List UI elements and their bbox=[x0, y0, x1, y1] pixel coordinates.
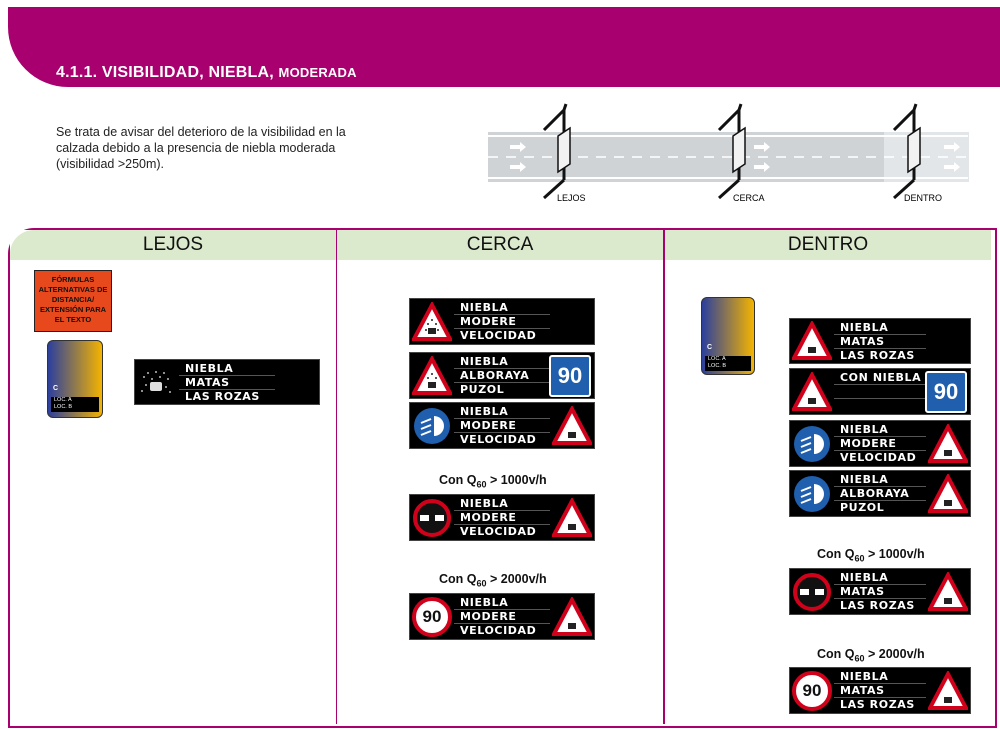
gradient-location-sign bbox=[47, 340, 103, 418]
vms-lejos bbox=[134, 359, 320, 405]
vms-line: NIEBLA bbox=[454, 355, 550, 369]
speed-info-sign: 90 bbox=[548, 353, 592, 398]
vms-dentro-4 bbox=[789, 470, 971, 517]
fog-lights-icon bbox=[790, 471, 834, 516]
vms-cerca-1 bbox=[409, 298, 595, 345]
vms-line: NIEBLA bbox=[834, 321, 926, 335]
vms-dentro-1 bbox=[789, 318, 971, 364]
fog-warning-icon bbox=[926, 569, 970, 614]
vms-line: LAS ROZAS bbox=[840, 349, 915, 362]
fog-warning-icon bbox=[790, 319, 834, 363]
fog-warning-icon bbox=[926, 471, 970, 516]
fog-warning-icon bbox=[550, 403, 594, 448]
vms-line: MODERE bbox=[454, 419, 550, 433]
vms-line: NIEBLA bbox=[454, 596, 550, 610]
vms-line: NIEBLA bbox=[834, 423, 926, 437]
vms-line: VELOCIDAD bbox=[460, 624, 537, 637]
fog-lights-icon bbox=[790, 421, 834, 466]
sign-letter: C bbox=[53, 385, 59, 392]
vms-cerca-4 bbox=[409, 494, 595, 541]
loc-b: LOC. B bbox=[54, 404, 73, 410]
vms-line: ALBORAYA bbox=[454, 369, 550, 383]
vms-line: MODERE bbox=[454, 315, 550, 329]
intro-text: Se trata de avisar del deterioro de la visibilidad en la calzada debido a la presencia de niebla moderada (visibilidad >250m). bbox=[56, 125, 346, 171]
speed-info-sign: 90 bbox=[924, 369, 968, 414]
loc-a: LOC. A bbox=[708, 356, 726, 362]
fog-warning-icon bbox=[410, 299, 454, 344]
traffic-threshold-label: Con $Q_{60} > 2000v/h$ bbox=[817, 647, 925, 664]
fog-warning-icon bbox=[550, 594, 594, 639]
vms-line: NIEBLA bbox=[834, 571, 926, 585]
fog-warning-icon bbox=[926, 421, 970, 466]
vms-line: MATAS bbox=[179, 376, 275, 390]
traffic-threshold-label: Con $Q_{60} > 1000v/h$ bbox=[817, 547, 925, 564]
vms-line: MATAS bbox=[834, 585, 926, 599]
vms-line: NIEBLA bbox=[179, 362, 275, 376]
fog-warning-icon bbox=[926, 668, 970, 713]
vms-line: MATAS bbox=[834, 684, 926, 698]
vms-line: NIEBLA bbox=[834, 473, 926, 487]
fog-warning-icon bbox=[550, 495, 594, 540]
vms-cerca-3 bbox=[409, 402, 595, 449]
diagram-label-dentro: DENTRO bbox=[904, 193, 942, 203]
title-main: 4.1.1. VISIBILIDAD, NIEBLA, bbox=[56, 64, 274, 81]
vms-line: LAS ROZAS bbox=[840, 599, 915, 612]
loc-strip bbox=[51, 397, 99, 412]
vms-cerca-5 bbox=[409, 593, 595, 640]
panel-title-lejos: LEJOS bbox=[10, 230, 336, 260]
vms-line: LAS ROZAS bbox=[185, 390, 260, 403]
loc-b: LOC. B bbox=[708, 363, 727, 369]
vms-dentro-6 bbox=[789, 667, 971, 714]
panel-title-dentro: DENTRO bbox=[665, 230, 991, 260]
vms-dentro-3 bbox=[789, 420, 971, 467]
vms-line: PUZOL bbox=[840, 501, 885, 514]
vms-line: LAS ROZAS bbox=[840, 698, 915, 711]
section-title bbox=[56, 64, 357, 82]
vms-line: NIEBLA bbox=[834, 670, 926, 684]
vms-line: CON NIEBLA bbox=[834, 371, 926, 385]
vms-line: VELOCIDAD bbox=[460, 329, 537, 342]
fog-warning-icon bbox=[410, 353, 454, 398]
vms-line: NIEBLA bbox=[454, 497, 550, 511]
vms-line bbox=[834, 385, 926, 399]
traffic-threshold-label: Con $Q_{60} > 2000v/h$ bbox=[439, 572, 547, 589]
fog-car-icon bbox=[135, 360, 177, 404]
title-suffix: MODERADA bbox=[278, 65, 357, 80]
speed-limit-sign: 90 bbox=[790, 668, 834, 713]
vms-line: VELOCIDAD bbox=[460, 433, 537, 446]
vms-line: ALBORAYA bbox=[834, 487, 926, 501]
fog-warning-icon bbox=[790, 369, 834, 414]
vms-dentro-5 bbox=[789, 568, 971, 615]
vms-line: VELOCIDAD bbox=[840, 451, 917, 464]
gradient-location-sign bbox=[701, 297, 755, 375]
vms-dentro-2 bbox=[789, 368, 971, 415]
vms-line: MATAS bbox=[834, 335, 926, 349]
traffic-threshold-label: Con $Q_{60} > 1000v/h$ bbox=[439, 473, 547, 490]
speed-limit-sign: 90 bbox=[410, 594, 454, 639]
vms-cerca-2 bbox=[409, 352, 595, 399]
no-overtaking-icon bbox=[790, 569, 834, 614]
vms-line: MODERE bbox=[834, 437, 926, 451]
diagram-label-lejos: LEJOS bbox=[557, 193, 586, 203]
vms-line: NIEBLA bbox=[454, 301, 550, 315]
loc-strip bbox=[705, 356, 751, 371]
vms-line: VELOCIDAD bbox=[460, 525, 537, 538]
no-overtaking-icon bbox=[410, 495, 454, 540]
vms-line: NIEBLA bbox=[454, 405, 550, 419]
loc-a: LOC. A bbox=[54, 397, 72, 403]
vms-line: MODERE bbox=[454, 511, 550, 525]
orange-note-box: FÓRMULAS ALTERNATIVAS DE DISTANCIA/ EXTENSIÓN PARA EL TEXTO bbox=[34, 270, 112, 332]
diagram-label-cerca: CERCA bbox=[733, 193, 765, 203]
vms-line: PUZOL bbox=[460, 383, 505, 396]
vms-line bbox=[834, 399, 926, 412]
fog-lights-icon bbox=[410, 403, 454, 448]
sign-letter: C bbox=[707, 344, 713, 351]
panel-title-cerca: CERCA bbox=[337, 230, 663, 260]
vms-line: MODERE bbox=[454, 610, 550, 624]
